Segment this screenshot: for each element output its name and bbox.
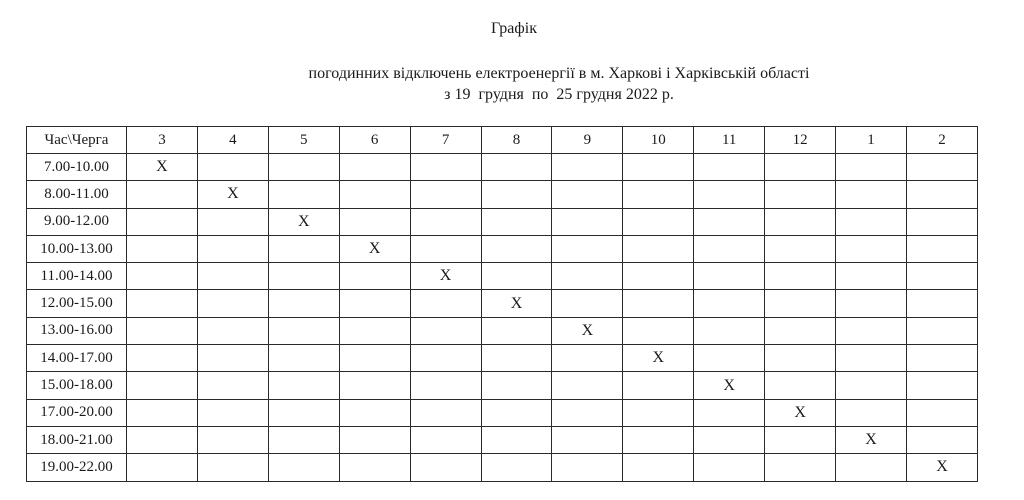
schedule-cell xyxy=(268,154,339,181)
schedule-cell xyxy=(481,345,552,372)
schedule-cell xyxy=(552,317,623,344)
outage-mark: X xyxy=(865,431,877,449)
queue-header-4: 4 xyxy=(197,127,268,154)
queue-header-8: 8 xyxy=(481,127,552,154)
schedule-cell xyxy=(906,317,977,344)
table-row xyxy=(27,290,978,317)
schedule-cell xyxy=(836,181,907,208)
schedule-cell xyxy=(765,208,836,235)
queue-header-1: 1 xyxy=(836,127,907,154)
outage-mark: X xyxy=(581,321,594,339)
schedule-cell xyxy=(765,235,836,262)
queue-header-6: 6 xyxy=(339,127,410,154)
schedule-cell xyxy=(906,181,977,208)
schedule-cell xyxy=(765,399,836,426)
schedule-cell xyxy=(552,263,623,290)
schedule-cell xyxy=(836,399,907,426)
queue-header-7: 7 xyxy=(410,127,481,154)
schedule-cell xyxy=(268,454,339,481)
schedule-cell xyxy=(836,263,907,290)
schedule-cell xyxy=(694,454,765,481)
schedule-cell xyxy=(906,454,977,481)
schedule-cell xyxy=(836,317,907,344)
schedule-cell xyxy=(481,235,552,262)
schedule-cell xyxy=(481,290,552,317)
schedule-cell xyxy=(410,426,481,453)
schedule-cell xyxy=(127,317,198,344)
outage-mark: X xyxy=(156,158,168,176)
schedule-cell xyxy=(765,345,836,372)
outage-mark: X xyxy=(723,376,735,394)
schedule-cell xyxy=(694,154,765,181)
schedule-cell xyxy=(268,208,339,235)
schedule-cell xyxy=(339,235,410,262)
schedule-cell xyxy=(481,181,552,208)
schedule-cell xyxy=(836,426,907,453)
schedule-cell xyxy=(268,263,339,290)
schedule-cell xyxy=(552,454,623,481)
schedule-cell xyxy=(694,426,765,453)
queue-header-3: 3 xyxy=(127,127,198,154)
queue-header-9: 9 xyxy=(552,127,623,154)
schedule-cell xyxy=(694,399,765,426)
schedule-cell xyxy=(127,399,198,426)
schedule-cell xyxy=(552,372,623,399)
schedule-cell xyxy=(268,372,339,399)
time-slot-cell: 9.00-12.00 xyxy=(27,208,127,235)
schedule-cell xyxy=(197,372,268,399)
schedule-cell xyxy=(127,454,198,481)
schedule-cell xyxy=(552,399,623,426)
table-header-row xyxy=(27,127,978,154)
schedule-cell xyxy=(481,208,552,235)
schedule-cell xyxy=(410,235,481,262)
schedule-cell xyxy=(623,454,694,481)
outage-mark: X xyxy=(794,403,806,421)
schedule-cell xyxy=(481,399,552,426)
time-slot-cell: 17.00-20.00 xyxy=(27,399,127,426)
schedule-cell xyxy=(623,208,694,235)
schedule-cell xyxy=(268,345,339,372)
schedule-cell xyxy=(197,263,268,290)
schedule-cell xyxy=(339,426,410,453)
schedule-cell xyxy=(127,426,198,453)
table-row xyxy=(27,454,978,481)
schedule-cell xyxy=(481,454,552,481)
schedule-cell xyxy=(339,263,410,290)
table-row xyxy=(27,235,978,262)
schedule-cell xyxy=(197,317,268,344)
schedule-cell xyxy=(268,317,339,344)
table-row xyxy=(27,372,978,399)
outage-mark: X xyxy=(510,294,523,312)
outage-mark: X xyxy=(652,349,665,367)
time-slot-cell: 13.00-16.00 xyxy=(27,317,127,344)
schedule-cell xyxy=(268,426,339,453)
schedule-cell xyxy=(836,372,907,399)
schedule-cell xyxy=(623,263,694,290)
schedule-cell xyxy=(694,372,765,399)
time-slot-cell: 8.00-11.00 xyxy=(27,181,127,208)
schedule-cell xyxy=(906,426,977,453)
schedule-cell xyxy=(127,235,198,262)
time-slot-cell: 7.00-10.00 xyxy=(27,154,127,181)
schedule-cell xyxy=(765,181,836,208)
schedule-cell xyxy=(765,317,836,344)
schedule-cell xyxy=(552,426,623,453)
corner-header-cell: Час\Черга xyxy=(27,127,127,154)
schedule-cell xyxy=(552,235,623,262)
schedule-cell xyxy=(765,372,836,399)
schedule-cell xyxy=(836,454,907,481)
table-row xyxy=(27,345,978,372)
schedule-cell xyxy=(694,290,765,317)
schedule-cell xyxy=(197,208,268,235)
schedule-cell xyxy=(906,235,977,262)
schedule-cell xyxy=(836,154,907,181)
schedule-cell xyxy=(197,426,268,453)
schedule-cell xyxy=(623,345,694,372)
schedule-cell xyxy=(197,454,268,481)
schedule-cell xyxy=(410,399,481,426)
schedule-cell xyxy=(623,426,694,453)
schedule-cell xyxy=(339,345,410,372)
subtitle-line-1: погодинних відключень електроенергії в м. Харкові і Харківській області xyxy=(308,65,810,82)
schedule-cell xyxy=(552,290,623,317)
schedule-cell xyxy=(906,154,977,181)
queue-header-2: 2 xyxy=(906,127,977,154)
time-slot-cell: 12.00-15.00 xyxy=(27,290,127,317)
document-subtitle xyxy=(272,63,846,105)
schedule-cell xyxy=(127,263,198,290)
schedule-cell xyxy=(623,181,694,208)
schedule-cell xyxy=(197,235,268,262)
schedule-cell xyxy=(765,263,836,290)
schedule-cell xyxy=(623,372,694,399)
table-row xyxy=(27,317,978,344)
schedule-cell xyxy=(197,181,268,208)
schedule-cell xyxy=(410,372,481,399)
schedule-cell xyxy=(339,317,410,344)
schedule-cell xyxy=(552,345,623,372)
table-row xyxy=(27,426,978,453)
table-row xyxy=(27,181,978,208)
schedule-cell xyxy=(410,263,481,290)
schedule-cell xyxy=(127,154,198,181)
schedule-cell xyxy=(410,317,481,344)
schedule-cell xyxy=(481,154,552,181)
schedule-cell xyxy=(765,426,836,453)
schedule-cell xyxy=(127,181,198,208)
schedule-cell xyxy=(836,208,907,235)
schedule-cell xyxy=(268,235,339,262)
schedule-cell xyxy=(906,263,977,290)
schedule-cell xyxy=(339,290,410,317)
document-title: Графік xyxy=(491,20,537,37)
table-row xyxy=(27,208,978,235)
schedule-cell xyxy=(127,345,198,372)
outage-mark: X xyxy=(227,185,239,203)
schedule-cell xyxy=(197,399,268,426)
schedule-cell xyxy=(127,208,198,235)
table-body xyxy=(27,154,978,482)
schedule-cell xyxy=(623,399,694,426)
schedule-cell xyxy=(694,181,765,208)
schedule-cell xyxy=(339,181,410,208)
schedule-cell xyxy=(339,399,410,426)
time-slot-cell: 18.00-21.00 xyxy=(27,426,127,453)
schedule-cell xyxy=(765,154,836,181)
schedule-cell xyxy=(481,426,552,453)
time-slot-cell: 19.00-22.00 xyxy=(27,454,127,481)
schedule-cell xyxy=(268,181,339,208)
queue-header-12: 12 xyxy=(765,127,836,154)
schedule-cell xyxy=(410,454,481,481)
schedule-cell xyxy=(906,399,977,426)
schedule-cell xyxy=(410,345,481,372)
schedule-cell xyxy=(836,290,907,317)
schedule-cell xyxy=(127,372,198,399)
schedule-cell xyxy=(765,290,836,317)
schedule-cell xyxy=(694,345,765,372)
schedule-cell xyxy=(694,235,765,262)
schedule-cell xyxy=(623,317,694,344)
schedule-cell xyxy=(552,181,623,208)
schedule-cell xyxy=(836,345,907,372)
time-slot-cell: 14.00-17.00 xyxy=(27,345,127,372)
schedule-cell xyxy=(339,154,410,181)
schedule-cell xyxy=(481,263,552,290)
table-row xyxy=(27,263,978,290)
schedule-cell xyxy=(765,454,836,481)
schedule-cell xyxy=(197,154,268,181)
subtitle-line-2: з 19 грудня по 25 грудня 2022 р. xyxy=(444,86,674,103)
queue-header-5: 5 xyxy=(268,127,339,154)
schedule-cell xyxy=(197,290,268,317)
time-slot-cell: 15.00-18.00 xyxy=(27,372,127,399)
schedule-cell xyxy=(410,154,481,181)
schedule-cell xyxy=(906,208,977,235)
outage-schedule-table xyxy=(26,126,978,482)
schedule-cell xyxy=(694,317,765,344)
schedule-cell xyxy=(623,235,694,262)
table-row xyxy=(27,154,978,181)
schedule-cell xyxy=(552,208,623,235)
outage-mark: X xyxy=(368,240,381,258)
schedule-cell xyxy=(127,290,198,317)
schedule-cell xyxy=(836,235,907,262)
outage-mark: X xyxy=(439,267,452,285)
schedule-cell xyxy=(906,345,977,372)
schedule-cell xyxy=(410,290,481,317)
schedule-cell xyxy=(410,181,481,208)
schedule-cell xyxy=(481,317,552,344)
schedule-cell xyxy=(623,290,694,317)
schedule-cell xyxy=(339,372,410,399)
schedule-cell xyxy=(410,208,481,235)
queue-header-10: 10 xyxy=(623,127,694,154)
schedule-cell xyxy=(197,345,268,372)
schedule-cell xyxy=(481,372,552,399)
schedule-cell xyxy=(623,154,694,181)
schedule-cell xyxy=(906,372,977,399)
schedule-cell xyxy=(552,154,623,181)
outage-mark: X xyxy=(936,458,948,476)
schedule-cell xyxy=(339,208,410,235)
time-slot-cell: 10.00-13.00 xyxy=(27,235,127,262)
schedule-cell xyxy=(339,454,410,481)
schedule-cell xyxy=(694,263,765,290)
schedule-cell xyxy=(906,290,977,317)
outage-mark: X xyxy=(297,212,310,230)
time-slot-cell: 11.00-14.00 xyxy=(27,263,127,290)
queue-header-11: 11 xyxy=(694,127,765,154)
table-row xyxy=(27,399,978,426)
schedule-cell xyxy=(268,290,339,317)
schedule-cell xyxy=(268,399,339,426)
schedule-cell xyxy=(694,208,765,235)
